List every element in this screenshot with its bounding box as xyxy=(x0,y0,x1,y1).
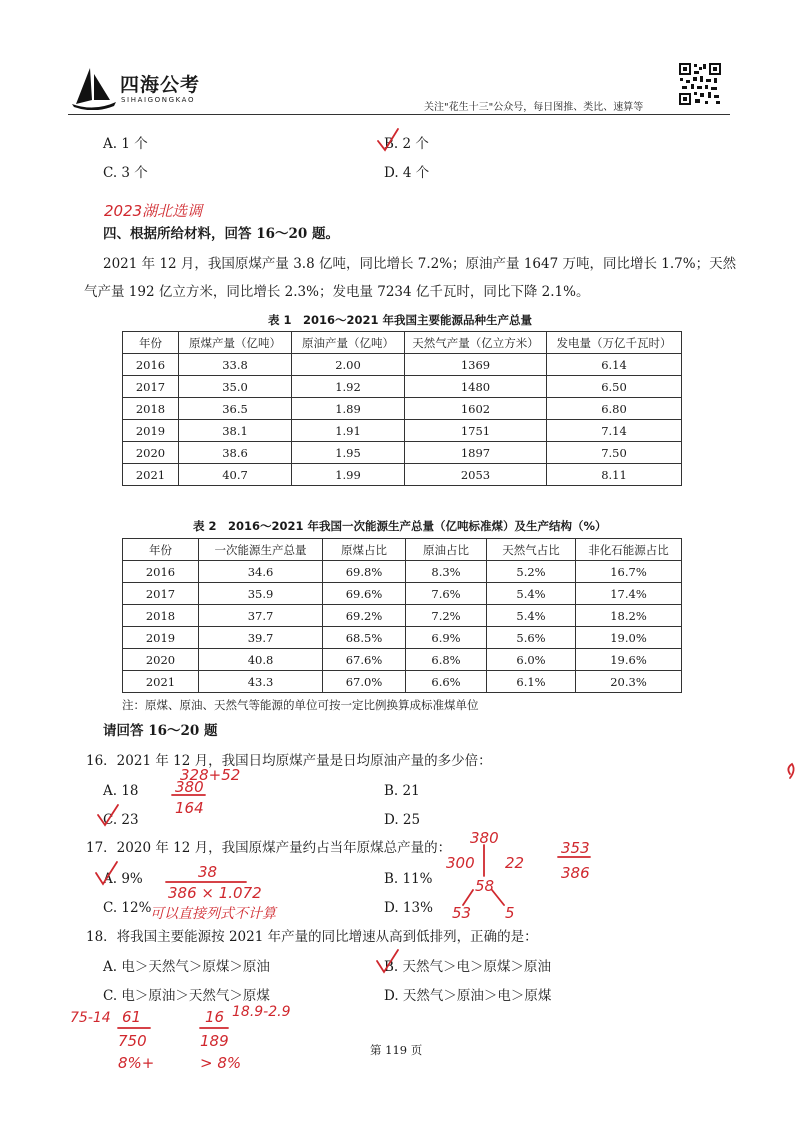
table-cell: 5.2% xyxy=(487,561,576,583)
prev-option-b[interactable]: B. 2 个 xyxy=(384,136,429,152)
q16-option-b[interactable]: B. 21 xyxy=(384,783,420,799)
page-number: 第 119 页 xyxy=(370,1043,423,1057)
handwritten-source-tag: 2023湖北选调 xyxy=(104,202,203,220)
q17-stem: 17．2020 年 12 月，我国原煤产量约占当年原煤总产量的： xyxy=(86,840,452,856)
q17-option-b[interactable]: B. 11% xyxy=(384,871,433,887)
table-cell: 2016 xyxy=(123,354,179,376)
table-cell: 2017 xyxy=(123,376,179,398)
table-cell: 38.1 xyxy=(179,420,292,442)
table-cell: 2018 xyxy=(123,605,199,627)
table-cell: 1751 xyxy=(405,420,547,442)
table1-caption: 表 1 2016～2021 年我国主要能源品种生产总量 xyxy=(268,313,533,327)
table-cell: 38.6 xyxy=(179,442,292,464)
material-paragraph-line1: 2021 年 12 月，我国原煤产量 3.8 亿吨，同比增长 7.2%；原油产量 1647 万吨，同比增长 1.7%；天然 xyxy=(103,256,737,272)
table-cell: 1480 xyxy=(405,376,547,398)
prev-option-d[interactable]: D. 4 个 xyxy=(384,165,430,181)
table1-header-cell: 年份 xyxy=(123,332,179,354)
table-cell: 1897 xyxy=(405,442,547,464)
table-cell: 2020 xyxy=(123,649,199,671)
q17-option-d[interactable]: D. 13% xyxy=(384,900,433,916)
table-cell: 5.4% xyxy=(487,605,576,627)
prev-option-c[interactable]: C. 3 个 xyxy=(103,165,148,181)
table2-note: 注：原煤、原油、天然气等能源的单位可按一定比例换算成标准煤单位 xyxy=(122,698,479,712)
table-cell: 2021 xyxy=(123,671,199,693)
table-cell: 69.2% xyxy=(323,605,406,627)
check-mark-icon xyxy=(96,862,117,884)
table-cell: 2017 xyxy=(123,583,199,605)
q18-option-b[interactable]: B. 天然气＞电＞原煤＞原油 xyxy=(384,959,552,975)
table-cell: 6.8% xyxy=(406,649,487,671)
table-cell: 8.3% xyxy=(406,561,487,583)
annotation-text: 164 xyxy=(175,799,204,817)
table-cell: 8.11 xyxy=(547,464,682,486)
questions-heading: 请回答 16～20 题 xyxy=(103,723,218,739)
annotation-text: 38 xyxy=(198,863,218,881)
table1-header-cell: 天然气产量（亿立方米） xyxy=(405,332,547,354)
table-cell: 1.91 xyxy=(292,420,405,442)
header-note: 关注"花生十三"公众号，每日图推、类比、速算等 xyxy=(424,102,644,113)
q18-stem: 18．将我国主要能源按 2021 年产量的同比增速从高到低排列，正确的是： xyxy=(86,929,538,945)
table-cell: 2016 xyxy=(123,561,199,583)
table-cell: 40.7 xyxy=(179,464,292,486)
annotation-text: 53 xyxy=(452,904,472,922)
q16-stem: 16．2021 年 12 月，我国日均原煤产量是日均原油产量的多少倍： xyxy=(86,753,492,769)
annotation-text: 328+52 xyxy=(180,766,241,784)
table-cell: 2019 xyxy=(123,420,179,442)
brand-subtitle: SIHAIGONGKAO xyxy=(121,96,196,104)
annotation-text: 58 xyxy=(475,877,495,895)
check-mark-icon xyxy=(377,950,398,972)
table2-header-cell: 原油占比 xyxy=(406,539,487,561)
q17-option-a[interactable]: A. 9% xyxy=(103,871,143,887)
table-cell: 6.1% xyxy=(487,671,576,693)
annotation-text: 300 xyxy=(446,854,475,872)
q17-option-c[interactable]: C. 12% xyxy=(103,900,152,916)
q18-option-c[interactable]: C. 电＞原油＞天然气＞原煤 xyxy=(103,988,270,1004)
table-cell: 1.92 xyxy=(292,376,405,398)
annotation-text: 386 xyxy=(561,864,590,882)
table-cell: 69.6% xyxy=(323,583,406,605)
table1-header-cell: 发电量（万亿千瓦时） xyxy=(547,332,682,354)
table2-header-cell: 年份 xyxy=(123,539,199,561)
table-cell: 18.2% xyxy=(576,605,682,627)
table-cell: 2.00 xyxy=(292,354,405,376)
annotation-text: 75-14 xyxy=(70,1010,111,1026)
section-title: 四、根据所给材料，回答 16～20 题。 xyxy=(103,226,339,242)
table-cell: 1.89 xyxy=(292,398,405,420)
table-cell: 7.2% xyxy=(406,605,487,627)
q16-option-a[interactable]: A. 18 xyxy=(103,783,139,799)
annotation-text: 8%+ xyxy=(118,1054,155,1072)
brand-name: 四海公考 xyxy=(120,74,201,96)
annotation-text: 380 xyxy=(470,829,499,847)
table2-header-cell: 原煤占比 xyxy=(323,539,406,561)
prev-option-a[interactable]: A. 1 个 xyxy=(103,136,148,152)
table1-header-cell: 原煤产量（亿吨） xyxy=(179,332,292,354)
table-cell: 67.6% xyxy=(323,649,406,671)
table-cell: 5.4% xyxy=(487,583,576,605)
material-paragraph-line2: 气产量 192 亿立方米，同比增长 2.3%；发电量 7234 亿千瓦时，同比下降 2.1%。 xyxy=(84,284,590,300)
annotation-text: 380 xyxy=(175,778,204,796)
annotation-text: 386 × 1.072 xyxy=(168,884,262,902)
table-cell: 19.0% xyxy=(576,627,682,649)
table-cell: 35.0 xyxy=(179,376,292,398)
table-cell: 6.14 xyxy=(547,354,682,376)
table-cell: 34.6 xyxy=(199,561,323,583)
table-cell: 37.7 xyxy=(199,605,323,627)
table-cell: 1602 xyxy=(405,398,547,420)
q18-option-d[interactable]: D. 天然气＞原油＞电＞原煤 xyxy=(384,988,552,1004)
table-cell: 35.9 xyxy=(199,583,323,605)
table1-header-cell: 原油产量（亿吨） xyxy=(292,332,405,354)
table-cell: 39.7 xyxy=(199,627,323,649)
table-cell: 43.3 xyxy=(199,671,323,693)
table-cell: 6.50 xyxy=(547,376,682,398)
table-cell: 33.8 xyxy=(179,354,292,376)
q16-option-c[interactable]: C. 23 xyxy=(103,812,139,828)
table-cell: 2020 xyxy=(123,442,179,464)
table-cell: 5.6% xyxy=(487,627,576,649)
scribble-mark xyxy=(788,764,793,778)
annotation-text: 5 xyxy=(505,904,515,922)
table2-header-cell: 一次能源生产总量 xyxy=(199,539,323,561)
table-cell: 7.6% xyxy=(406,583,487,605)
check-mark-icon xyxy=(98,805,118,825)
annotation-text: 可以直接列式不计算 xyxy=(150,906,276,922)
annotation-text: 189 xyxy=(200,1032,229,1050)
table-cell: 19.6% xyxy=(576,649,682,671)
table-cell: 2018 xyxy=(123,398,179,420)
table-cell: 7.50 xyxy=(547,442,682,464)
annotation-text: 61 xyxy=(122,1008,142,1026)
annotation-text: 22 xyxy=(505,854,525,872)
annotation-text: 750 xyxy=(118,1032,147,1050)
table-cell: 17.4% xyxy=(576,583,682,605)
q18-option-a[interactable]: A. 电＞天然气＞原煤＞原油 xyxy=(103,959,270,975)
table-cell: 1369 xyxy=(405,354,547,376)
tree-line xyxy=(463,890,473,905)
table-cell: 6.80 xyxy=(547,398,682,420)
table-cell: 2019 xyxy=(123,627,199,649)
table2-header-cell: 天然气占比 xyxy=(487,539,576,561)
table-cell: 2021 xyxy=(123,464,179,486)
table-cell: 2053 xyxy=(405,464,547,486)
table-cell: 6.0% xyxy=(487,649,576,671)
annotation-text: > 8% xyxy=(200,1054,242,1072)
table-cell: 68.5% xyxy=(323,627,406,649)
table-cell: 7.14 xyxy=(547,420,682,442)
table-cell: 1.99 xyxy=(292,464,405,486)
table2-header-cell: 非化石能源占比 xyxy=(576,539,682,561)
q16-option-d[interactable]: D. 25 xyxy=(384,812,421,828)
table-cell: 6.6% xyxy=(406,671,487,693)
table-cell: 16.7% xyxy=(576,561,682,583)
table-cell: 1.95 xyxy=(292,442,405,464)
table2-caption: 表 2 2016～2021 年我国一次能源生产总量（亿吨标准煤）及生产结构（%） xyxy=(193,519,607,533)
annotation-text: 16 xyxy=(205,1008,225,1026)
check-mark-icon xyxy=(378,129,398,150)
table-cell: 20.3% xyxy=(576,671,682,693)
annotation-text: 353 xyxy=(561,839,590,857)
annotation-text: 18.9-2.9 xyxy=(232,1004,291,1020)
table-cell: 36.5 xyxy=(179,398,292,420)
table-cell: 40.8 xyxy=(199,649,323,671)
table-cell: 69.8% xyxy=(323,561,406,583)
table-cell: 6.9% xyxy=(406,627,487,649)
table-cell: 67.0% xyxy=(323,671,406,693)
